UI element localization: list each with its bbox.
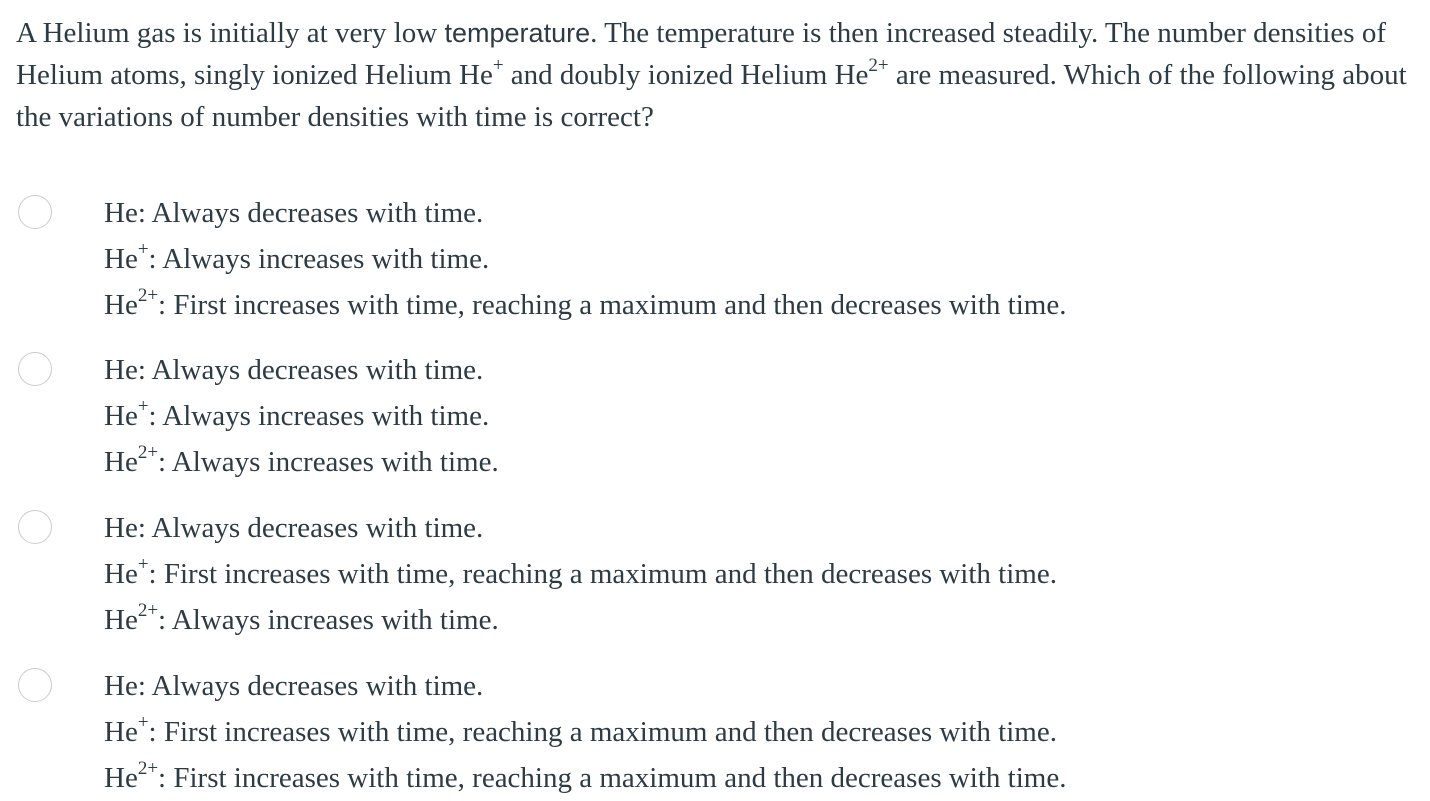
- option-4-he2-base: He: [104, 762, 138, 794]
- option-3-he2-sup: 2+: [137, 600, 159, 622]
- option-3-he-plus-sup: +: [137, 554, 149, 576]
- option-1-he: He: Always decreases with time.: [104, 197, 484, 229]
- question-sup-2plus: 2+: [868, 55, 889, 77]
- option-1-he2-base: He: [104, 289, 138, 321]
- option-2-he2-sup: 2+: [137, 442, 159, 464]
- option-4-radio[interactable]: [18, 668, 52, 702]
- option-1-he-plus-text: : Always increases with time.: [148, 243, 490, 275]
- option-2-he2: [104, 439, 499, 485]
- option-2-he-plus-sup: +: [137, 396, 149, 418]
- option-1-radio[interactable]: [18, 195, 52, 229]
- option-3-radio[interactable]: [18, 510, 52, 544]
- option-4-he-plus: [104, 709, 1066, 755]
- option-1-he-plus-base: He: [104, 243, 138, 275]
- option-3-he2: [104, 597, 1057, 643]
- question-emphasis: temperature: [444, 18, 591, 48]
- option-4-text[interactable]: [104, 663, 1066, 801]
- option-3-he-plus-text: : First increases with time, reaching a maximum and then decreases with time.: [148, 558, 1057, 590]
- option-3-he-plus: [104, 551, 1057, 597]
- option-3-he2-text: : Always increases with time.: [158, 604, 499, 636]
- option-3-he2-base: He: [104, 604, 138, 636]
- option-1-he2-sup: 2+: [137, 285, 159, 307]
- option-1-text[interactable]: [104, 190, 1066, 328]
- question-text: [16, 12, 1426, 138]
- option-4-he2-sup: 2+: [137, 758, 159, 780]
- option-1-he-plus: [104, 236, 1066, 282]
- option-1-he-plus-sup: +: [137, 239, 149, 261]
- option-4-he-plus-text: : First increases with time, reaching a maximum and then decreases with time.: [148, 716, 1057, 748]
- option-3-he: He: Always decreases with time.: [104, 512, 484, 544]
- option-1-he2: [104, 282, 1066, 328]
- option-4-he-plus-base: He: [104, 716, 138, 748]
- option-2-he: He: Always decreases with time.: [104, 354, 484, 386]
- option-1-he2-text: : First increases with time, reaching a maximum and then decreases with time.: [158, 289, 1067, 321]
- option-3-text[interactable]: [104, 505, 1057, 643]
- option-2-he-plus-base: He: [104, 400, 138, 432]
- option-2-text[interactable]: [104, 347, 499, 485]
- question-part-2: . The temperature is then increased steadily. The number densities of Helium atoms, singly ionized Helium He: [16, 17, 1386, 91]
- question-part-4: are measured. Which of the following about the variations of number densities with time is correct?: [16, 59, 1407, 133]
- option-2-he2-base: He: [104, 446, 138, 478]
- option-3-he-plus-base: He: [104, 558, 138, 590]
- option-2-he-plus-text: : Always increases with time.: [148, 400, 490, 432]
- option-2-he2-text: : Always increases with time.: [158, 446, 499, 478]
- question-sup-plus: +: [492, 55, 504, 77]
- option-2-he-plus: [104, 393, 499, 439]
- option-4-he: He: Always decreases with time.: [104, 670, 484, 702]
- question-part-3: and doubly ionized Helium He: [503, 59, 869, 91]
- question-part-1: A Helium gas is initially at very low: [16, 17, 445, 49]
- option-4-he2: [104, 755, 1066, 801]
- option-4-he2-text: : First increases with time, reaching a maximum and then decreases with time.: [158, 762, 1067, 794]
- option-2-radio[interactable]: [18, 352, 52, 386]
- option-4-he-plus-sup: +: [137, 712, 149, 734]
